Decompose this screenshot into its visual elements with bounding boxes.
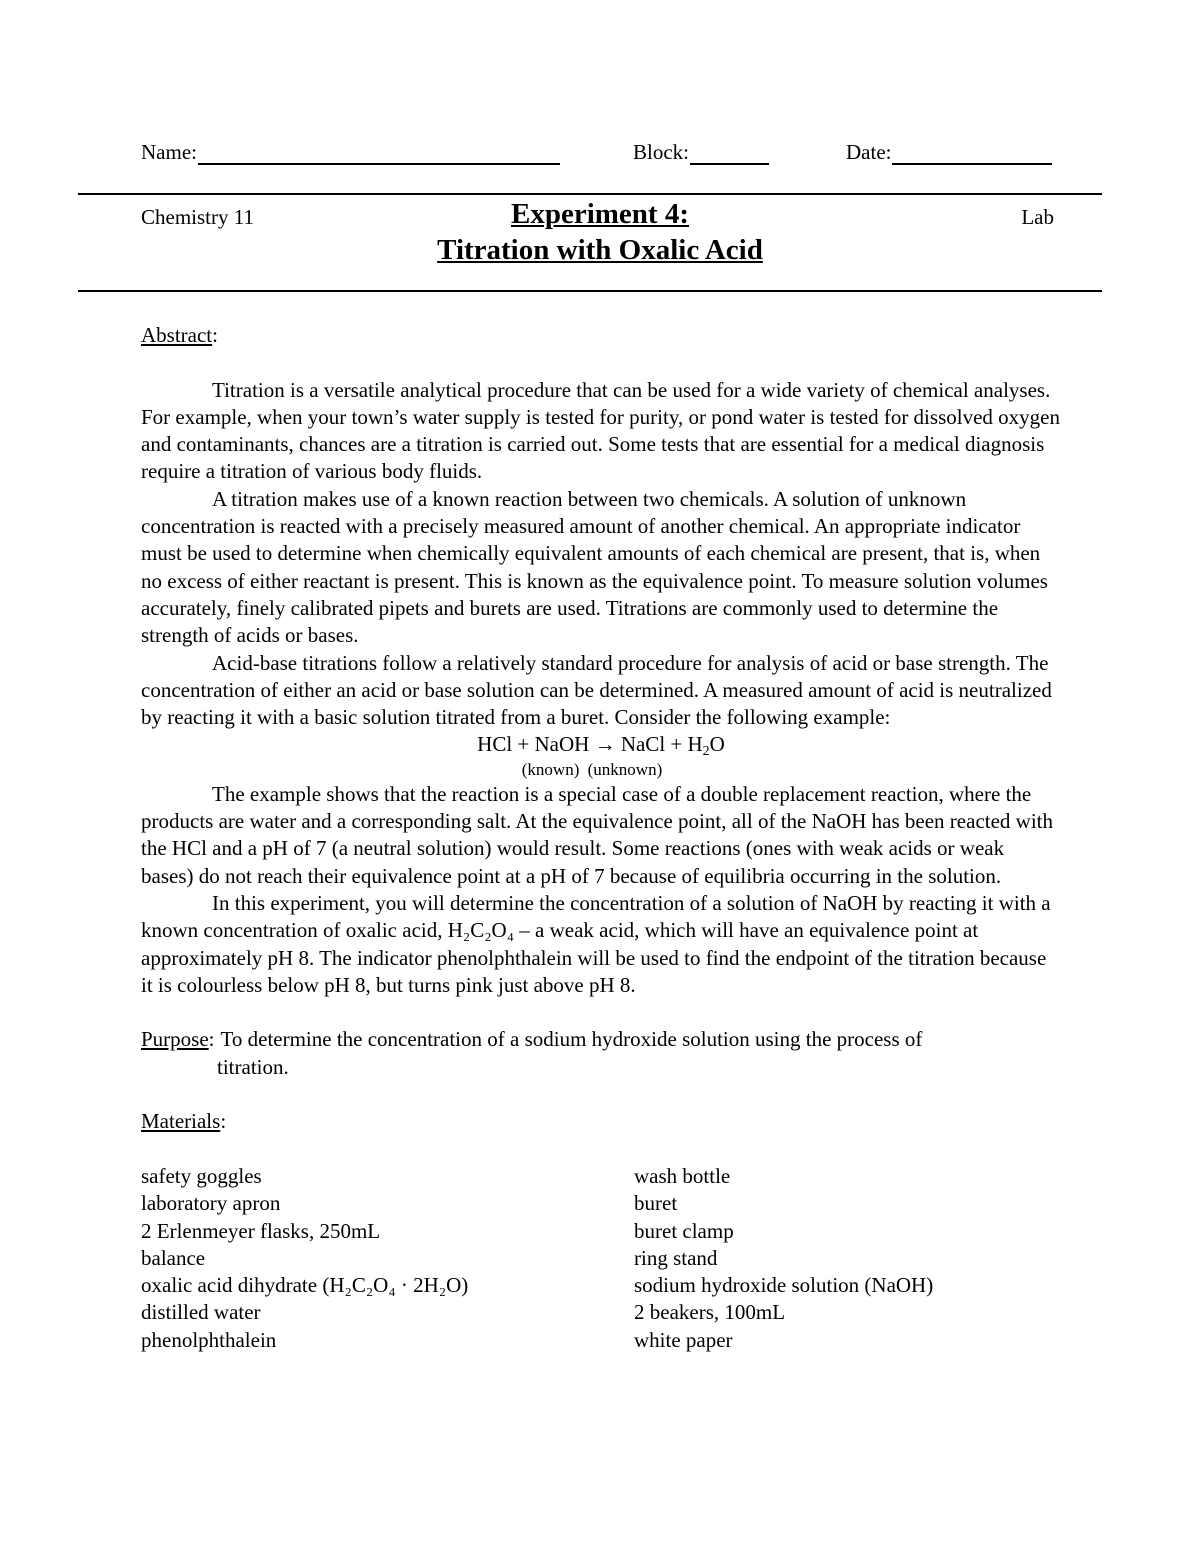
material-item: laboratory apron — [141, 1191, 281, 1216]
material-item: safety goggles — [141, 1163, 262, 1188]
name-label: Name: — [141, 140, 197, 164]
materials-list — [141, 1163, 1061, 1354]
equation-labels — [141, 759, 1061, 781]
purpose-text-continued: titration. — [217, 1054, 289, 1079]
material-item: 2 Erlenmeyer flasks, 250mL — [141, 1218, 381, 1243]
block-field[interactable] — [633, 140, 769, 165]
date-blank[interactable] — [892, 141, 1052, 165]
purpose-section: Purpose: To determine the concentration of a sodium hydroxide solution using the process of — [141, 1026, 1061, 1053]
abstract-paragraph-4: The example shows that the reaction is a special case of a double replacement reaction, where the products are water and a corresponding salt. At the equivalence point, all of the NaOH has been reacted with the HCl and a pH of 7 (a neutral solution) would result. Some reactions (ones with weak acids or weak bases) do not reach their equivalence point at a pH of 7 because of equilibria occurring in the solution. — [141, 781, 1054, 888]
title-experiment: Experiment 4: — [511, 198, 689, 230]
oxalic-acid-formula: H₂C₂O₄ — [447, 918, 515, 943]
course-label: Chemistry 11 — [141, 205, 254, 229]
material-item: phenolphthalein — [141, 1327, 277, 1352]
lab-label: Lab — [1021, 205, 1054, 229]
label-known: (known) — [521, 759, 580, 779]
abstract-paragraph-3: Acid-base titrations follow a relatively standard procedure for analysis of acid or base strength. The concentration of either an acid or base solution can be determined. A measured amount of acid is neutralized by reacting it with a basic solution titrated from a buret. Consider the following example: — [141, 650, 1052, 730]
student-info-fields — [141, 140, 1061, 170]
material-item: buret clamp — [634, 1218, 734, 1243]
material-item: wash bottle — [634, 1163, 731, 1188]
content — [141, 322, 1061, 1354]
material-item: white paper — [634, 1327, 733, 1352]
page-title — [0, 196, 1200, 268]
label-unknown: (unknown) — [587, 759, 663, 779]
material-item: sodium hydroxide solution (NaOH) — [634, 1273, 934, 1298]
name-field[interactable] — [141, 140, 560, 165]
date-label: Date: — [846, 140, 892, 164]
bottom-divider — [78, 290, 1102, 292]
material-item: oxalic acid dihydrate (H₂C₂O₄ · 2H₂O) — [141, 1273, 469, 1298]
materials-heading: Materials: — [141, 1109, 227, 1134]
reaction-equation: HCl + NaOH → NaCl + $H_2O$ — [477, 732, 725, 760]
date-field[interactable] — [846, 140, 1052, 165]
abstract-paragraph-2: A titration makes use of a known reaction between two chemicals. A solution of unknown concentration is reacted with a precisely measured amount of another chemical. An appropriate indicator must be used to determine when chemically equivalent amounts of each chemical are present, that is, when no excess of either reactant is present. This is known as the equivalence point. To measure solution volumes accurately, finely calibrated pipets and burets are used. Titrations are commonly used to determine the strength of acids or bases. — [141, 486, 1048, 648]
material-item: buret — [634, 1191, 678, 1216]
name-blank[interactable] — [198, 141, 560, 165]
title-subject: Titration with Oxalic Acid — [437, 234, 763, 266]
abstract-paragraph-1: Titration is a versatile analytical procedure that can be used for a wide variety of chemical analyses. For example, when your town’s water supply is tested for purity, or pond water is tested for dissolved oxygen and contaminants, chances are a titration is carried out. Some tests that are essential for a medical diagnosis require a titration of various body fluids. — [141, 377, 1060, 484]
abstract-paragraph-5: In this experiment, you will determine the concentration of a solution of NaOH by reacting it with a known concentration of oxalic acid, H₂C₂O₄ – a weak acid, which will have an equivalence point at approximately pH 8. The indicator phenolphthalein will be used to find the endpoint of the titration because it is colourless below pH 8, but turns pink just above pH 8. — [141, 890, 1051, 997]
top-divider — [78, 193, 1102, 195]
abstract-heading: Abstract: — [141, 323, 218, 347]
purpose-text: To determine the concentration of a sodium hydroxide solution using the process of — [220, 1027, 923, 1052]
material-item: ring stand — [634, 1245, 718, 1270]
purpose-heading: Purpose — [141, 1027, 209, 1052]
material-item: balance — [141, 1245, 206, 1270]
block-label: Block: — [633, 140, 689, 164]
block-blank[interactable] — [690, 141, 769, 165]
material-item: distilled water — [141, 1300, 261, 1325]
material-item: 2 beakers, 100mL — [634, 1300, 786, 1325]
